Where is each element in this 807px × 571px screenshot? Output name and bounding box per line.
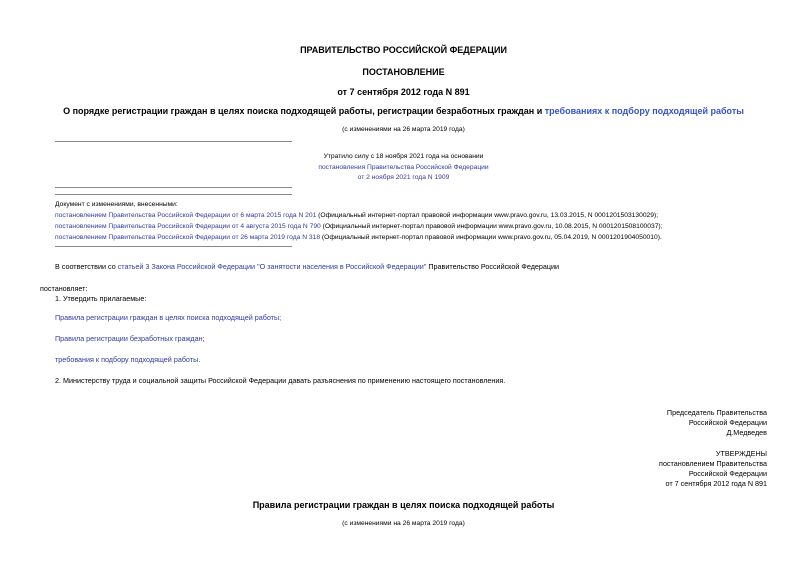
amendment-source: (Официальный интернет-портал правовой информации www.pravo.gov.ru, 05.04.2019, N 0001201904050010).	[320, 234, 662, 241]
intro-suffix: Правительство Российской Федерации	[426, 262, 560, 271]
signatory-title: Председатель Правительства	[666, 408, 767, 417]
intro-paragraph	[55, 262, 559, 271]
rules-amendment-note: (с изменениями на 26 марта 2019 года)	[342, 520, 465, 527]
separator-rule	[55, 141, 292, 142]
document-type: ПОСТАНОВЛЕНИЕ	[362, 67, 445, 77]
government-heading: ПРАВИТЕЛЬСТВО РОССИЙСКОЙ ФЕДЕРАЦИИ	[300, 45, 507, 55]
law-article-link[interactable]: статьей 3 Закона Российской Федерации "О занятости населения в Российской Федерации"	[117, 262, 427, 271]
item-1: 1. Утвердить прилагаемые:	[55, 294, 147, 303]
separator-rule	[55, 187, 292, 188]
rules-title: Правила регистрации граждан в целях поиска подходящей работы	[252, 500, 555, 510]
item-2: 2. Министерству труда и социальной защиты Российской Федерации давать разъяснения по применению настоящего постановления.	[55, 376, 506, 385]
approved-country: Российской Федерации	[688, 469, 767, 478]
amendment-item	[55, 233, 662, 242]
approved-label: УТВЕРЖДЕНЫ	[715, 449, 767, 458]
approved-date: от 7 сентября 2012 года N 891	[665, 479, 767, 488]
signatory-country: Российской Федерации	[688, 418, 767, 427]
amendment-source: (Официальный интернет-портал правовой информации www.pravo.gov.ru, 13.03.2015, N 0001201503130029);	[316, 212, 659, 219]
expiry-link[interactable]: постановления Правительства Российской Федерации	[318, 164, 489, 171]
job-requirements-link[interactable]: требования к подбору подходящей работы.	[55, 355, 201, 364]
intro-prefix: В соответствии со	[55, 262, 118, 271]
amendment-link[interactable]: постановлением Правительства Российской Федерации от 6 марта 2015 года N 201	[55, 212, 317, 219]
amendment-source: (Официальный интернет-портал правовой информации www.pravo.gov.ru, 10.08.2015, N 0001201508100037);	[320, 223, 663, 230]
approved-rules-link[interactable]: Правила регистрации граждан в целях поиска подходящей работы;	[55, 313, 282, 322]
document-title	[0, 106, 807, 117]
signatory-name: Д.Медведев	[726, 428, 767, 437]
separator-rule	[55, 194, 292, 195]
resolves-label: постановляет:	[40, 284, 88, 293]
amendment-note: (с изменениями на 26 марта 2019 года)	[342, 126, 465, 133]
amendments-heading: Документ с изменениями, внесенными:	[55, 201, 178, 208]
amendment-link[interactable]: постановлением Правительства Российской Федерации от 4 августа 2015 года N 790	[55, 223, 321, 230]
expiry-link-date[interactable]: от 2 ноября 2021 года N 1909	[357, 174, 450, 181]
amendment-item	[55, 222, 663, 231]
unemployed-rules-link[interactable]: Правила регистрации безработных граждан;	[55, 334, 205, 343]
separator-rule	[55, 246, 292, 247]
requirements-link[interactable]: требованиях к подбору подходящей работы	[544, 106, 744, 116]
approved-by: постановлением Правительства	[659, 459, 767, 468]
document-title-text: О порядке регистрации граждан в целях поиска подходящей работы, регистрации безработных граждан и	[63, 106, 545, 116]
amendment-item	[55, 211, 658, 220]
amendment-link[interactable]: постановлением Правительства Российской Федерации от 26 марта 2019 года N 318	[55, 234, 321, 241]
expiry-note: Утратило силу с 18 ноября 2021 года на основании	[323, 153, 484, 160]
document-date-number: от 7 сентября 2012 года N 891	[337, 87, 470, 97]
